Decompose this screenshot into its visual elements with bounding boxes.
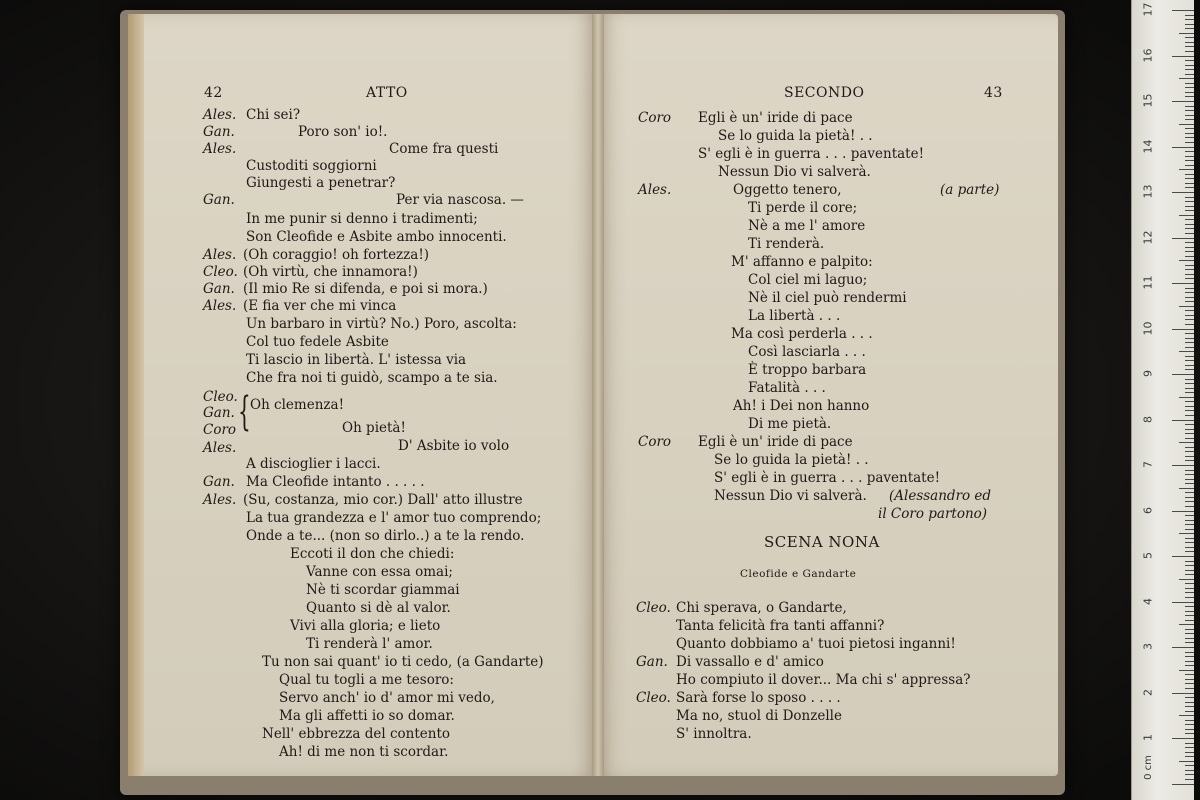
verse-line: Così lasciarla . . . [748,344,866,360]
speaker: Coro [203,422,237,438]
speaker: Cleo. [203,264,238,280]
ruler-tick [1185,460,1194,461]
speaker: Ales. [638,182,672,198]
speaker: Ales. [203,107,237,123]
ruler-tick [1185,383,1194,384]
speaker: Gan. [203,281,235,297]
ruler-tick [1179,533,1194,534]
verse-line: In me punir si denno i tradimenti; [246,211,478,227]
speaker: Gan. [203,474,235,490]
ruler-number: 13 [1141,184,1155,199]
speaker: Ales. [203,492,237,508]
ruler-tick [1185,265,1194,266]
verse-line: Ho compiuto il dover... Ma chi s' appressa? [676,672,971,688]
ruler-tick [1172,556,1194,557]
ruler-tick [1179,761,1194,762]
ruler-tick [1185,256,1194,257]
ruler-tick [1185,183,1194,184]
verse-line: Egli è un' iride di pace [698,434,853,450]
ruler-tick [1185,470,1194,471]
ruler-tick [1185,542,1194,543]
verse-line: Vanne con essa omai; [306,564,453,580]
left-running-head: ATTO [366,85,408,101]
ruler-tick [1179,78,1194,79]
ruler-tick [1179,169,1194,170]
ruler-tick [1185,87,1194,88]
verse-line: Quanto dobbiamo a' tuoi pietosi inganni! [676,636,956,652]
verse-line: Qual tu togli a me tesoro: [279,672,454,688]
stage-direction: (a parte) [940,182,1000,198]
ruler-tick [1179,715,1194,716]
verse-line: Come fra questi [389,141,499,157]
verse-line: Di me pietà. [748,416,832,432]
ruler-tick [1185,561,1194,562]
scene-characters: Cleofide e Gandarte [740,568,857,580]
ruler-number: 12 [1141,230,1155,244]
verse-line: (Il mio Re si difenda, e poi si mora.) [243,281,488,297]
speaker: Coro [638,110,672,126]
ruler-unit: 0 cm [1142,755,1154,780]
verse-line: Tu non sai quant' io ti cedo, (a Gandarte) [262,654,544,670]
ruler-tick [1179,260,1194,261]
ruler-number: 16 [1141,48,1155,62]
ruler-tick [1185,142,1194,143]
verse-line: Oh clemenza! [250,397,344,413]
ruler-tick [1185,574,1194,575]
ruler-tick [1185,96,1194,97]
ruler-number: 1 [1141,734,1155,741]
ruler-tick [1185,301,1194,302]
ruler-tick [1185,483,1194,484]
ruler-tick [1185,492,1194,493]
speaker: Ales. [203,440,237,456]
speaker: Gan. [203,124,235,140]
ruler-tick [1185,583,1194,584]
ruler-tick [1185,697,1194,698]
ruler-tick [1185,242,1194,243]
scene-title: SCENA NONA [764,533,880,551]
ruler-tick [1185,110,1194,111]
verse-line: Se lo guida la pietà! . . [714,452,869,468]
verse-line: S' egli è in guerra . . . paventate! [714,470,941,486]
verse-line: Chi sei? [246,107,301,123]
ruler-tick [1185,506,1194,507]
ruler-tick [1185,520,1194,521]
verse-line: Ma no, stuol di Donzelle [676,708,842,724]
ruler-number: 17 [1141,2,1155,17]
ruler-number: 14 [1141,139,1155,153]
verse-line: Giungesti a penetrar? [246,175,396,191]
verse-line: Nessun Dio vi salverà. [714,488,867,504]
speaker: Gan. [203,405,235,421]
ruler-tick [1185,401,1194,402]
ruler-tick [1185,165,1194,166]
ruler-tick [1185,19,1194,20]
verse-line: Di vassallo e d' amico [676,654,824,670]
ruler-number: 10 [1141,321,1155,335]
ruler-tick [1185,92,1194,93]
verse-line: Nell' ebbrezza del contento [262,726,451,742]
stage-direction: (Alessandro ed [889,488,992,504]
ruler-tick [1185,187,1194,188]
verse-line: Sarà forse lo sposo . . . . [676,690,841,706]
ruler-tick [1172,10,1194,11]
ruler-tick [1185,752,1194,753]
ruler-tick [1172,647,1194,648]
ruler-tick [1185,656,1194,657]
ruler-tick [1185,702,1194,703]
verse-line: Col ciel mi laguo; [748,272,868,288]
verse-line: Fatalità . . . [748,380,826,396]
ruler-tick [1185,224,1194,225]
verse-line: Son Cleofide e Asbite ambo innocenti. [246,229,507,245]
verse-line: Nè a me l' amore [748,218,866,234]
ruler-number: 15 [1141,93,1155,108]
ruler-tick [1172,147,1194,148]
ruler-tick [1185,65,1194,66]
ruler-tick [1185,688,1194,689]
ruler-tick [1185,197,1194,198]
ruler-tick [1185,201,1194,202]
verse-line: Oh pietà! [342,420,406,436]
verse-line: Ma Cleofide intanto . . . . . [246,474,425,490]
verse-line: Ti lascio in libertà. L' istessa via [246,352,467,368]
ruler-tick [1185,729,1194,730]
ruler-tick [1185,210,1194,211]
verse-line: S' innoltra. [676,726,752,742]
ruler-tick [1185,747,1194,748]
right-running-head: SECONDO [784,85,865,101]
ruler-number: 11 [1141,275,1155,290]
verse-line: Ti perde il core; [748,200,858,216]
verse-line: Chi sperava, o Gandarte, [676,600,847,616]
ruler-tick [1185,119,1194,120]
page-edges [128,14,144,776]
ruler-tick [1179,397,1194,398]
ruler-tick [1185,679,1194,680]
speaker: Cleo. [636,690,671,706]
ruler-tick [1185,28,1194,29]
ruler-tick [1185,106,1194,107]
ruler-tick [1185,69,1194,70]
verse-line: La libertà . . . [748,308,841,324]
ruler-tick [1172,602,1194,603]
ruler-tick [1185,592,1194,593]
ruler-tick [1179,488,1194,489]
ruler-tick [1185,565,1194,566]
ruler-tick [1179,442,1194,443]
ruler-tick [1185,156,1194,157]
verse-line: M' affanno e palpito: [731,254,873,270]
ruler-tick [1185,233,1194,234]
verse-line: Poro son' io!. [298,124,388,140]
ruler-number: 9 [1141,370,1155,377]
ruler-number: 3 [1141,643,1155,650]
ruler-tick [1185,429,1194,430]
ruler-tick [1185,15,1194,16]
ruler-tick [1185,115,1194,116]
ruler-tick [1185,278,1194,279]
ruler-tick [1185,629,1194,630]
speaker: Cleo. [203,389,238,405]
verse-line: Ma così perderla . . . [731,326,873,342]
ruler-number: 4 [1141,597,1155,605]
verse-line: Vivi alla gloria; e lieto [290,618,441,634]
verse-line: Ti renderà. [748,236,825,252]
ruler-tick [1185,674,1194,675]
ruler-tick [1185,42,1194,43]
verse-line: Onde a te... (non so dirlo..) a te la rendo. [246,528,525,544]
right-page-number: 43 [984,85,1003,101]
verse-line: Ah! di me non ti scordar. [279,744,449,760]
verse-line: Nè il ciel può rendermi [748,290,907,306]
ruler-tick [1185,46,1194,47]
speaker: Coro [638,434,672,450]
ruler-tick [1179,215,1194,216]
ruler-tick [1185,174,1194,175]
ruler-number: 7 [1141,461,1155,468]
ruler-tick [1185,247,1194,248]
ruler-tick [1185,228,1194,229]
verse-line: Nessun Dio vi salverà. [718,164,871,180]
ruler-tick [1185,133,1194,134]
ruler-tick [1185,74,1194,75]
ruler-tick [1185,497,1194,498]
ruler-tick [1185,733,1194,734]
speaker: Ales. [203,141,237,157]
ruler-tick [1185,538,1194,539]
ruler-tick [1179,579,1194,580]
ruler-tick [1185,392,1194,393]
verse-line: (Oh coraggio! oh fortezza!) [243,247,430,263]
verse-line: Egli è un' iride di pace [698,110,853,126]
ruler-tick [1185,711,1194,712]
ruler-tick [1185,770,1194,771]
measurement-ruler [1131,0,1194,800]
ruler-tick [1179,306,1194,307]
speaker: Gan. [203,192,235,208]
ruler-tick [1172,738,1194,739]
ruler-tick [1172,374,1194,375]
ruler-tick [1185,447,1194,448]
ruler-tick [1185,365,1194,366]
ruler-tick [1185,743,1194,744]
ruler-tick [1185,474,1194,475]
ruler-tick [1185,479,1194,480]
ruler-tick [1185,369,1194,370]
ruler-tick [1185,379,1194,380]
ruler-tick [1185,756,1194,757]
ruler-tick [1172,283,1194,284]
verse-line: Eccoti il don che chiedi: [290,546,455,562]
ruler-tick [1179,624,1194,625]
ruler-tick [1185,274,1194,275]
ruler-tick [1185,524,1194,525]
ruler-tick [1172,192,1194,193]
ruler-tick [1185,547,1194,548]
ruler-number: 5 [1141,552,1155,559]
verse-line: D' Asbite io volo [398,438,510,454]
ruler-tick [1185,433,1194,434]
verse-line: Ti renderà l' amor. [306,636,433,652]
verse-line: Per via nascosa. — [396,192,524,208]
ruler-tick [1185,178,1194,179]
verse-line: Custoditi soggiorni [246,158,377,174]
ruler-tick [1185,570,1194,571]
ruler-tick [1185,37,1194,38]
verse-line: Quanto si dè al valor. [306,600,451,616]
ruler-tick [1179,670,1194,671]
ruler-tick [1179,124,1194,125]
ruler-tick [1185,288,1194,289]
verse-line: Ma gli affetti io so domar. [279,708,455,724]
ruler-tick [1172,101,1194,102]
verse-line: Oggetto tenero, [733,182,842,198]
ruler-tick [1185,779,1194,780]
ruler-tick [1172,238,1194,239]
left-page-number: 42 [204,85,223,101]
verse-line: Servo anch' io d' amor mi vedo, [279,690,495,706]
ruler-tick [1172,420,1194,421]
ruler-tick [1185,451,1194,452]
verse-line: Che fra noi ti guidò, scampo a te sia. [246,370,498,386]
verse-line: S' egli è in guerra . . . paventate! [698,146,925,162]
ruler-tick [1185,60,1194,61]
ruler-tick [1185,151,1194,152]
ruler-tick [1185,251,1194,252]
ruler-tick [1185,606,1194,607]
ruler-tick [1185,388,1194,389]
speaker: Cleo. [636,600,671,616]
ruler-tick [1185,615,1194,616]
verse-line: Tanta felicità fra tanti affanni? [676,618,885,634]
ruler-tick [1185,515,1194,516]
ruler-tick [1185,706,1194,707]
ruler-tick [1185,356,1194,357]
verse-line: È troppo barbara [748,362,867,378]
verse-line: (E fia ver che mi vinca [243,298,397,314]
ruler-tick [1185,456,1194,457]
ruler-tick [1185,410,1194,411]
ruler-tick [1185,633,1194,634]
speaker: Ales. [203,247,237,263]
ruler-tick [1185,720,1194,721]
verse-line: Ah! i Dei non hanno [733,398,870,414]
ruler-tick [1185,324,1194,325]
ruler-tick [1185,597,1194,598]
ruler-tick [1185,642,1194,643]
ruler-tick [1185,347,1194,348]
ruler-tick [1185,333,1194,334]
ruler-tick [1185,665,1194,666]
stage-direction: il Coro partono) [878,506,988,522]
ruler-tick [1185,128,1194,129]
ruler-tick [1185,683,1194,684]
ruler-tick [1185,269,1194,270]
ruler-tick [1185,219,1194,220]
ruler-number: 8 [1141,415,1155,423]
ruler-number: 2 [1141,688,1155,696]
verse-line: (Su, costanza, mio cor.) Dall' atto illustre [243,492,523,508]
ruler-tick [1185,638,1194,639]
ruler-tick [1185,652,1194,653]
ruler-tick [1172,693,1194,694]
ruler-tick [1185,310,1194,311]
ruler-tick [1185,551,1194,552]
speaker: Gan. [636,654,668,670]
brace-mark: { [238,389,251,435]
ruler-tick [1185,424,1194,425]
book-gutter [592,14,604,776]
ruler-tick [1185,774,1194,775]
ruler-tick [1185,438,1194,439]
ruler-tick [1185,724,1194,725]
ruler-tick [1185,315,1194,316]
verse-line: (Oh virtù, che innamora!) [243,264,418,280]
ruler-tick [1179,33,1194,34]
verse-line: Nè ti scordar giammai [306,582,460,598]
ruler-tick [1185,206,1194,207]
ruler-tick [1185,501,1194,502]
ruler-tick [1172,465,1194,466]
ruler-tick [1185,342,1194,343]
ruler-tick [1185,588,1194,589]
ruler-tick [1185,83,1194,84]
ruler-tick [1185,137,1194,138]
ruler-tick [1185,406,1194,407]
ruler-tick [1172,329,1194,330]
ruler-tick [1172,56,1194,57]
ruler-tick [1185,292,1194,293]
verse-line: Un barbaro in virtù? No.) Poro, ascolta: [246,316,517,332]
ruler-tick [1185,338,1194,339]
verse-line: Se lo guida la pietà! . . [718,128,873,144]
ruler-tick [1185,415,1194,416]
ruler-tick [1185,160,1194,161]
ruler-tick [1185,360,1194,361]
ruler-number: 6 [1141,506,1155,514]
verse-line: La tua grandezza e l' amor tuo comprendo; [246,510,542,526]
speaker: Ales. [203,298,237,314]
ruler-tick [1172,511,1194,512]
verse-line: A discioglier i lacci. [246,456,381,472]
ruler-tick [1185,620,1194,621]
ruler-tick [1185,529,1194,530]
ruler-tick [1185,24,1194,25]
ruler-tick [1185,611,1194,612]
ruler-tick [1185,51,1194,52]
verse-line: Col tuo fedele Asbite [246,334,389,350]
ruler-tick [1172,784,1194,785]
ruler-tick [1185,319,1194,320]
ruler-tick [1179,351,1194,352]
ruler-tick [1185,297,1194,298]
ruler-tick [1185,661,1194,662]
ruler-tick [1185,765,1194,766]
